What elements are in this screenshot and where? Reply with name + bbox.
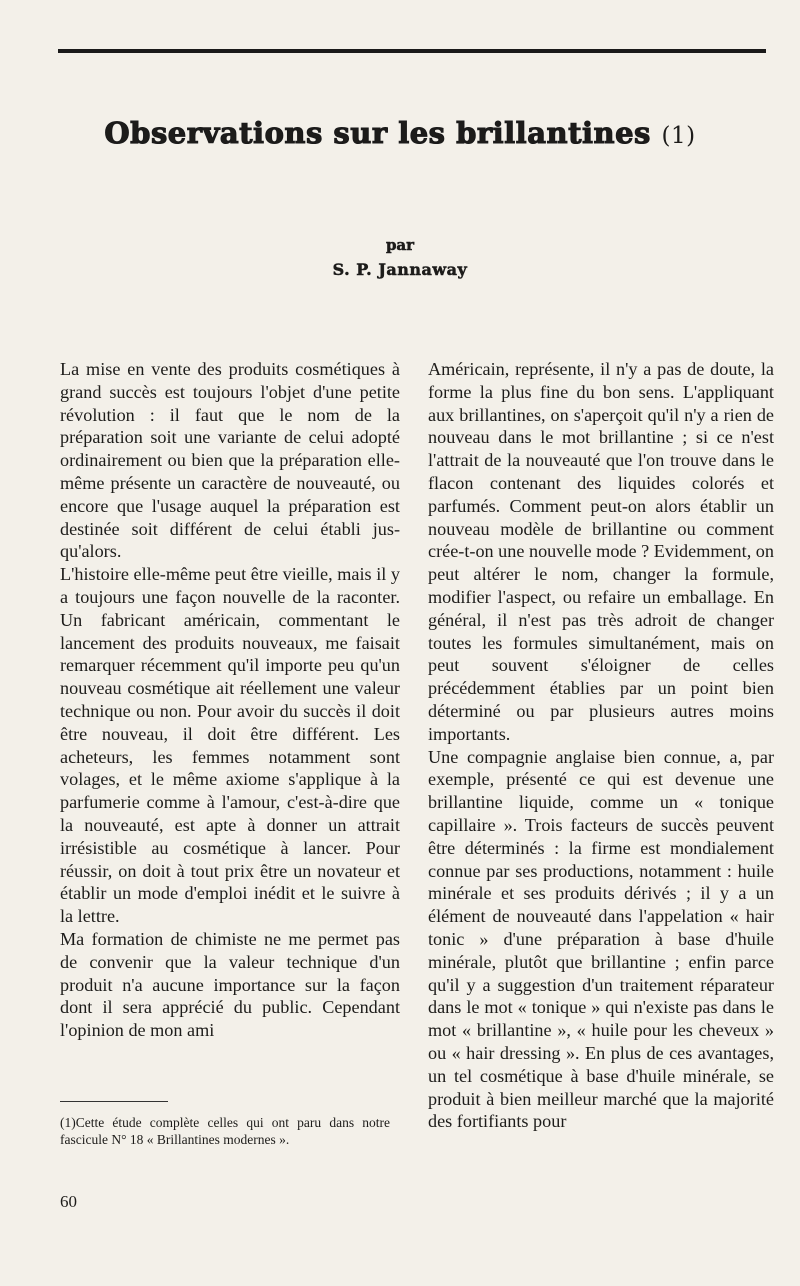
paragraph: Une compagnie anglaise bien connue, a, par exemple, présenté ce qui est devenue une brillantine liquide, comme un « tonique capillaire ». Trois facteurs de succès peuvent être déterminés : la firme est mondialement connue par ses productions, notamment : huile minérale et ses produits dérivés ; il y a un élément de nouveauté dans l'appelation « hair tonic » d'une préparation à base d'huile minérale, plutôt que brillantine ; enfin parce qu'il y a suggestion d'un traitement réparateur dans le mot « tonique » qui n'existe pas dans le mot « brillantine », « huile pour les cheveux » ou « hair dressing ». En plus de ces avantages, un tel cosmétique à base d'huile minérale, se produit à bien meilleur marché que la majorité des fortifiants pour <box>428 746 774 1132</box>
article-title-text: Observations sur les brillantines <box>104 116 651 150</box>
title-footnote-ref: (1) <box>661 123 696 149</box>
byline-prefix: par <box>385 236 415 254</box>
page-number: 60 <box>60 1192 77 1211</box>
footnote-separator <box>60 1101 168 1102</box>
right-column <box>428 358 774 1133</box>
paragraph: L'histoire elle-même peut être vieille, mais il y a toujours une façon nouvelle de la raconter. Un fabricant américain, commentant le lancement des produits nouveaux, me faisait remarquer récemment qu'il importe peu qu'un nouveau cosmétique ait réellement une valeur technique ou non. Pour avoir du succès il doit être nouveau, il doit être différent. Les acheteurs, les femmes notamment sont volages, et le même axiome s'applique à la parfumerie comme à l'amour, c'est-à-dire que la nouveauté, est apte à donner un attrait irrésistible au cosmétique à lancer. Pour réussir, on doit à tout prix être un novateur et établir un mode d'emploi inédit et le suivre à la lettre. <box>60 564 400 927</box>
left-column <box>60 358 400 1042</box>
footnote: (1)Cette étude complète celles qui ont paru dans notre fascicule N° 18 « Brillantines modernes ». <box>60 1115 390 1147</box>
paragraph: Ma formation de chimiste ne me permet pas de convenir que la valeur technique d'un produit n'a aucune importance sur la façon dont il sera apprécié du public. Cependant l'opinion de mon ami <box>60 928 400 1041</box>
paragraph: La mise en vente des produits cosmétiques à grand succès est toujours l'objet d'une petite révolution : il faut que le nom de la préparation soit une variante de celui adopté ordinairement ou bien que la préparation elle-même présente un caractère de nouveauté, ou encore que l'usage auquel la préparation est destinée soit différent de celui établi jusqu'alors. <box>60 359 400 562</box>
paragraph: Américain, représente, il n'y a pas de doute, la forme la plus fine du bon sens. L'appliquant aux brillantines, on s'aperçoit qu'il n'y a rien de nouveau dans le mot brillantine ; si ce n'est l'attrait de la nouveauté que l'on trouve dans le flacon contenant des liquides colorés et parfumés. Comment peut-on alors établir un nouveau modèle de brillantine ou comment crée-t-on une nouvelle mode ? Evidemment, on peut altérer le nom, changer la formule, modifier l'aspect, ou refaire un emballage. En général, il n'est pas très adroit de changer toutes les formules simultanément, mais on peut souvent s'éloigner de celles précédemment établies par un point bien déterminé ou par plusieurs autres moins importants. <box>428 359 774 744</box>
article-title <box>0 116 800 150</box>
header-rule <box>58 49 766 53</box>
author-name: S. P. Jannaway <box>332 260 468 279</box>
